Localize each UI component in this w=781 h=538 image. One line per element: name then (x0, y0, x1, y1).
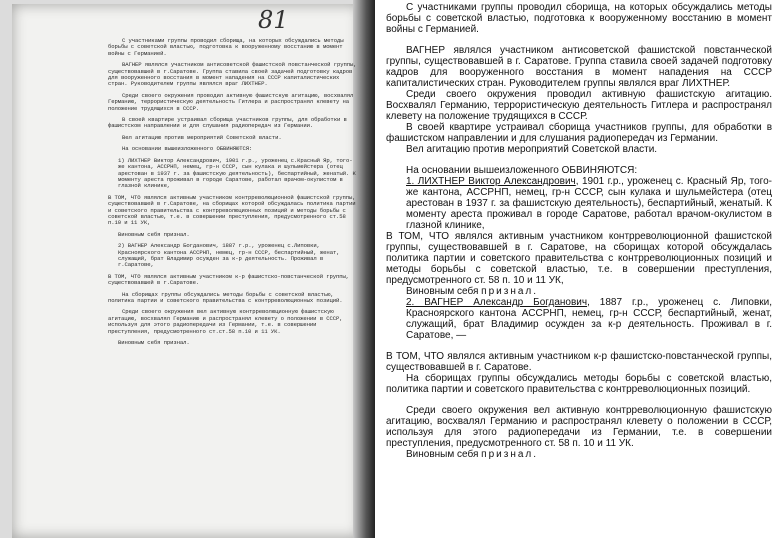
scan-paragraph: 2) ВАГНЕР Александр Богданович, 1887 г.р., уроженец с.Липовки, Красноярского кантона АССРНП, немец, гр-н СССР, беспартийный, женат, служащий, брат Владимир осужден за к-р деятельность. Проживал в г.Саратове, (118, 242, 340, 269)
scan-paragraph: Среди своего окружения проводил активную фашистскую агитацию, восхвалял Германию, террористическую деятельность Гитлера и распространял клевету на положение трудящихся в СССР. (108, 91, 354, 112)
transcript-paragraph: Среди своего окружения вел активную контрреволюционную фашистскую агитацию, восхвалял Германию и распространял клевету о положении в СССР, используя для этого радиопередачи из Германии, т.е. в совершении преступления, предусмотренного ст. 58 п. 10 и 11 УК. (386, 405, 772, 449)
transcript-paragraph: С участниками группы проводил сборища, на которых обсуждались методы борьбы с советской властью, подготовка к вооруженному восстанию в момент войны с Германией. (386, 2, 772, 35)
transcript-paragraph: Среди своего окружения проводил активную фашистскую агитацию. Восхвалял Германию, террористическую деятельность Гитлера и распространял клевету на положение трудящихся в СССР. (386, 89, 772, 122)
transcript-paragraph: ВАГНЕР являлся участником антисоветской фашистской повстанческой группы, существовавшей в г. Саратове. Группа ставила своей задачей подготовку кадров для вооруженного восстания в момент нападения на СССР капиталистических стран. Руководителем группы являлся враг ЛИХТНЕР. (386, 45, 772, 89)
transcript-heading: На основании вышеизложенного ОБВИНЯЮТСЯ: (406, 165, 638, 176)
scan-paragraph: С участниками группы проводил сборища, на которых обсуждались методы борьбы с советской властью, подготовка к вооруженному восстанию в момент войны с Германией. (108, 37, 344, 57)
scan-paragraph: Виновным себя признал. (118, 339, 190, 347)
plea-line: Виновным себя признал. (406, 449, 537, 460)
scan-paragraph: Среди своего окружения вел активную контрреволюционную фашистскую агитацию, восхвалял Германию и распространял клевету о положении в СССР, используя для этого радиопередачи из Германии, т.е. в совершении преступления, предусмотренного ст.ст.58 п.10 и 11 УК. (108, 308, 343, 335)
transcript-paragraph: На сборищах группы обсуждались методы борьбы с советской властью, политика партии и советского правительства с контрреволюционных позиций. (386, 373, 772, 395)
scan-paragraph: В ТОМ, ЧТО являлся активным участником к-р фашистско-повстанческой группы, существовавшей в г.Саратове. (108, 272, 350, 287)
scanned-document-image (0, 0, 375, 538)
transcript-paragraph: В ТОМ, ЧТО являлся активным участником к-р фашистско-повстанческой группы, существовавшей в г. Саратове. (386, 351, 772, 373)
accused-name-1: 1. ЛИХТНЕР Виктор Александрович (406, 176, 576, 187)
scan-paragraph: ВАГНЕР являлся участником антисоветской фашистской повстанческой группы, существовавшей в г.Саратове. Группа ставила своей задачей подготовку кадров для вооруженного восстания в момент нападения на СССР капиталистических стран. Руководителем группы являлся враг ЛИХТНЕР. (108, 61, 357, 88)
scan-paragraph: На сборищах группы обсуждались методы борьбы с советской властью, политика партии и советского правительства с контрреволюционных позиций. (108, 290, 343, 304)
scan-paragraph: 1) ЛИХТНЕР Виктор Александрович, 1901 г.р., уроженец с.Красный Яр, того-же кантона, АССРНП, немец, гр-н СССР, сын кулака и шульмейстера (отец арестован в 1937 г. за фашистскую деятельность), беспартийный, женатый. К моменту ареста проживал в городе Саратове, работал врачом-окулистом в глазной клинике, (118, 156, 356, 190)
plea-line: Виновным себя признал. (406, 286, 537, 297)
transcript-paragraph: В своей квартире устраивал сборища участников группы, для обработки в фашистском направлении и для слушания радиопередач из Германии. (386, 122, 772, 144)
scan-paragraph: В своей квартире устраивал сборища участников группы, для обработки в фашистском направлении и для слушания радиопередач из Германии. (108, 116, 347, 130)
scan-paragraph: В ТОМ, ЧТО являлся активным участником контрреволюционной фашистской группы, существовавшей в г.Саратове, на сборищах которой обсуждалась политика партии и советского правительства с контрреволюционных позиций и методы борьбы с советской властью, т.е. в совершении преступления, предусмотренного ст.58 п.10 и 11 УК, (108, 193, 356, 227)
scan-paragraph: Виновным себя признал. (118, 230, 190, 238)
transcript-paragraph: Вел агитацию против мероприятий Советской власти. (406, 144, 658, 155)
typewritten-text (108, 38, 358, 351)
scan-paragraph: Вел агитацию против мероприятий Советской власти. (122, 133, 282, 141)
accused-item-2: 2. ВАГНЕР Александр Богданович, 1887 г.р., уроженец с. Липовки, Красноярского кантона АССРНП, немец, гр-н СССР, беспартийный, женат, служащий, брат Владимир осужден за к-р деятельность. Проживал в г. Саратове, — (406, 297, 772, 341)
accused-name-2: 2. ВАГНЕР Александр Богданович (406, 297, 588, 308)
scan-paragraph: На основании вышеизложенного ОБВИНЯЮТСЯ: (122, 145, 253, 153)
page-number-handwritten: 81 (258, 6, 289, 34)
transcript-paragraph: В ТОМ, ЧТО являлся активным участником контрреволюционной фашистской группы, существовавшей в г. Саратове, на сборищах которой обсуждалась политика партии и советского правительства с контрреволюционных позиций и методы борьбы с советской властью, т.е. в совершении преступления, предусмотренного ст. 58 п. 10 и 11 УК, (386, 231, 772, 286)
accused-item-1: 1. ЛИХТНЕР Виктор Александрович, 1901 г.р., уроженец с. Красный Яр, того-же кантона, АССРНП, немец, гр-н СССР, сын кулака и шульмейстера (отец арестован в 1937 г. за фашистскую деятельность), беспартийный, женатый. К моменту ареста проживал в городе Саратове, работал врачом-окулистом в глазной клинике, (406, 176, 772, 231)
transcription-panel (386, 2, 772, 536)
